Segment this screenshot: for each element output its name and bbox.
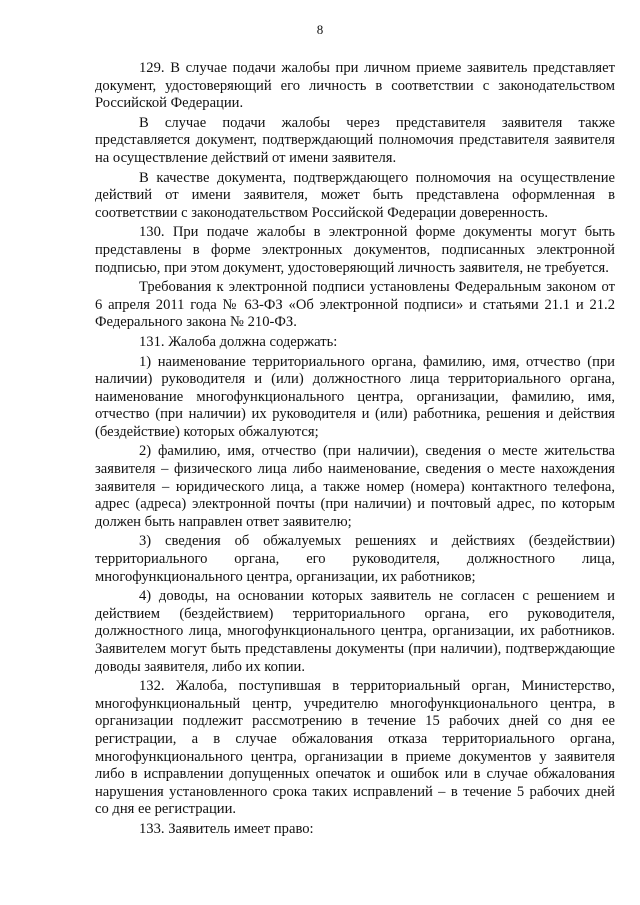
list-item-2: 2) фамилию, имя, отчество (при наличии), сведения о месте жительства заявителя – физического лица либо наименование, сведения о месте нахождения заявителя – юридического лица, а также номер (номера) контактного телефона, адрес (адреса) электронной почты (при наличии) и почтовый адрес, по которым должен быть направлен ответ заявителю; bbox=[95, 443, 615, 530]
document-body bbox=[95, 60, 615, 841]
paragraph-130: 130. При подаче жалобы в электронной форме документы могут быть представлены в форме электронных документов, подписанных электронной подписью, при этом документ, удостоверяющий личность заявителя, не требуется. bbox=[95, 224, 615, 276]
list-item-4: 4) доводы, на основании которых заявитель не согласен с решением и действием (бездействием) территориального органа, его руководителя, должностного лица, многофункционального центра, организации, их работников. Заявителем могут быть представлены документы (при наличии), подтверждающие доводы заявителя, либо их копии. bbox=[95, 588, 615, 675]
list-item-3: 3) сведения об обжалуемых решениях и действиях (бездействии) территориального органа, его руководителя, должностного лица, многофункционального центра, организации, их работников; bbox=[95, 533, 615, 585]
list-item-1: 1) наименование территориального органа, фамилию, имя, отчество (при наличии) руководителя и (или) должностного лица территориального органа, наименование многофункционального центра, организации, фамилию, имя, отчество (при наличии) их руководителя и (или) работника, решения и действия (бездействие) которых обжалуются; bbox=[95, 353, 615, 440]
paragraph-representative: В случае подачи жалобы через представителя заявителя также представляется документ, подтверждающий полномочия представителя заявителя на осуществление действий от имени заявителя. bbox=[95, 114, 615, 166]
paragraph-133: 133. Заявитель имеет право: bbox=[139, 820, 314, 837]
paragraph-132: 132. Жалоба, поступившая в территориальный орган, Министерство, многофункциональный центр, учредителю многофункционального центра, в организации подлежит рассмотрению в течение 15 рабочих дней со дня ее регистрации, а в случае обжалования отказа территориального органа, многофункционального центра, организации в приеме документов у заявителя либо в исправлении допущенных опечаток и ошибок или в случае обжалования нарушения установленного срока таких исправлений – в течение 5 рабочих дней со дня ее регистрации. bbox=[95, 678, 615, 818]
paragraph-131: 131. Жалоба должна содержать: bbox=[139, 333, 338, 350]
page-number: 8 bbox=[316, 22, 324, 37]
paragraph-power-of-attorney: В качестве документа, подтверждающего полномочия на осуществление действий от имени заявителя, может быть представлена оформленная в соответствии с законодательством Российской Федерации доверенность. bbox=[95, 169, 615, 221]
paragraph-signature-requirements: Требования к электронной подписи установлены Федеральным законом от 6 апреля 2011 года № 63-ФЗ «Об электронной подписи» и статьями 21.1 и 21.2 Федерального закона № 210-ФЗ. bbox=[95, 279, 615, 331]
paragraph-129: 129. В случае подачи жалобы при личном приеме заявитель представляет документ, удостоверяющий его личность в соответствии с законодательством Российской Федерации. bbox=[95, 60, 615, 112]
